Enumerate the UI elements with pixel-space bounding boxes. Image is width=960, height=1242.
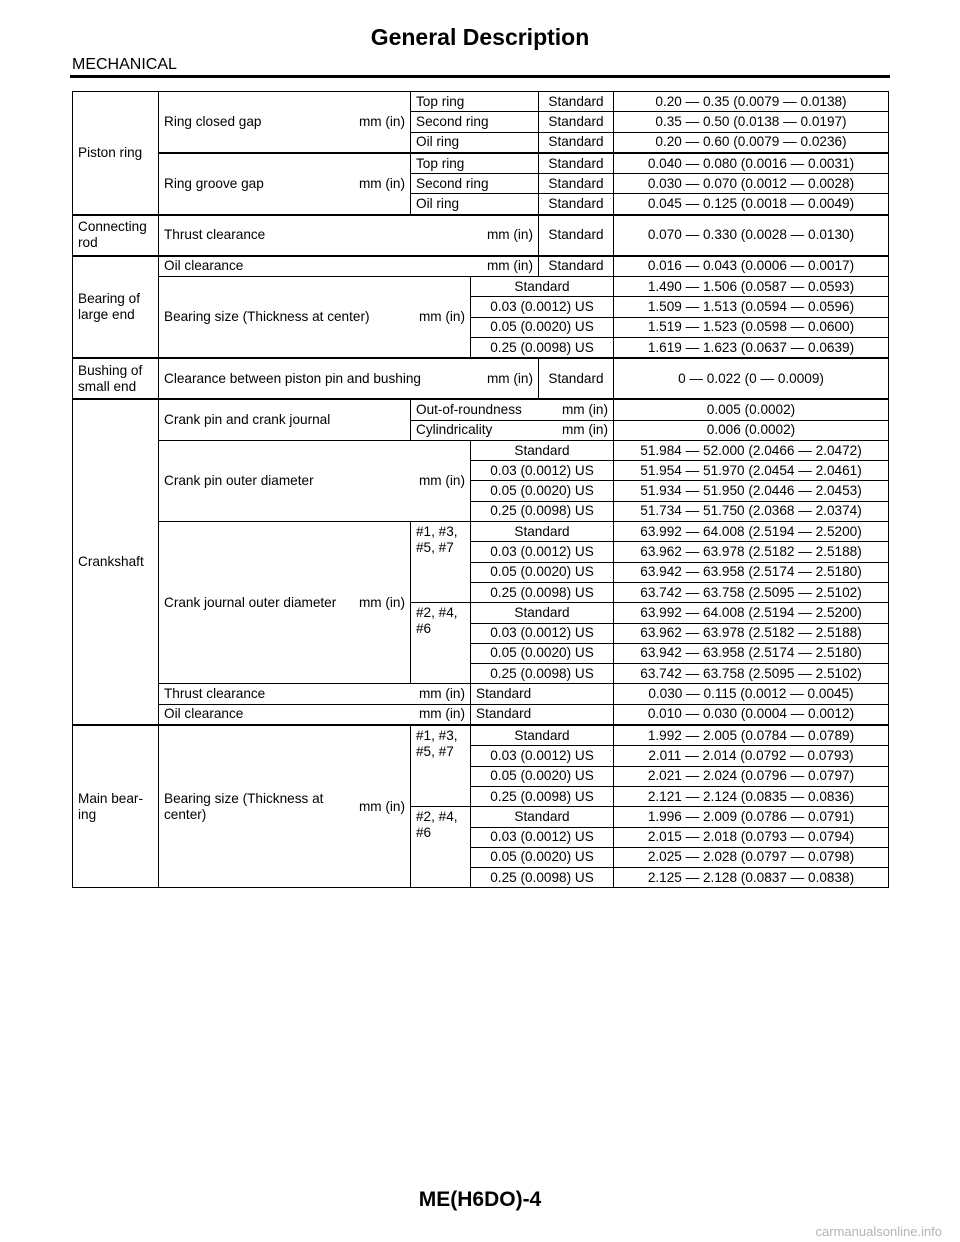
- unit-label: mm (in): [486, 370, 533, 386]
- size-label: Standard: [471, 277, 614, 297]
- category-piston-ring: Piston ring: [73, 92, 159, 215]
- spec-value: 0.030 — 0.115 (0.0012 — 0.0045): [614, 684, 889, 704]
- spec-value: 0.20 — 0.60 (0.0079 — 0.0236): [614, 132, 889, 153]
- spec-value: 63.962 — 63.978 (2.5182 — 2.5188): [614, 623, 889, 643]
- size-label: 0.25 (0.0098) US: [471, 501, 614, 521]
- crank-journal-od-cell: [159, 522, 411, 684]
- unit-label: mm (in): [418, 706, 465, 722]
- bearing-group-label: [411, 807, 471, 888]
- standard-label: Standard: [471, 704, 614, 725]
- size-label: 0.05 (0.0020) US: [471, 481, 614, 501]
- spec-value: 2.015 — 2.018 (0.0793 — 0.0794): [614, 827, 889, 847]
- unit-label: mm (in): [561, 422, 608, 438]
- size-label: 0.03 (0.0012) US: [471, 461, 614, 481]
- unit-label: mm (in): [486, 227, 533, 243]
- item-name: Ring closed gap: [164, 113, 262, 129]
- spec-value: 51.954 — 51.970 (2.0454 — 2.0461): [614, 461, 889, 481]
- standard-label: Standard: [539, 112, 614, 132]
- spec-value: 1.519 — 1.523 (0.0598 — 0.0600): [614, 317, 889, 337]
- measure-cell: [411, 420, 614, 440]
- category-bearing-large-end: Bearing of large end: [73, 256, 159, 358]
- spec-value: 0.030 — 0.070 (0.0012 — 0.0028): [614, 174, 889, 194]
- spec-value: 0.070 — 0.330 (0.0028 — 0.0130): [614, 215, 889, 256]
- journal-group-label: [411, 603, 471, 684]
- item-name: Oil clearance: [164, 258, 244, 274]
- crank-pin-journal-cell: Crank pin and crank journal: [159, 399, 411, 440]
- table-row: [73, 522, 889, 542]
- ring-type: Second ring: [411, 112, 539, 132]
- page-number: ME(H6DO)-4: [418, 1188, 542, 1211]
- spec-value: 63.992 — 64.008 (2.5194 — 2.5200): [614, 522, 889, 542]
- category-main-bearing: Main bear- ing: [73, 725, 159, 888]
- group-label: #2, #4, #6: [416, 809, 458, 841]
- item-name: Bearing size (Thickness at center): [164, 790, 324, 822]
- spec-value: 51.934 — 51.950 (2.0446 — 2.0453): [614, 481, 889, 501]
- ring-type: Oil ring: [411, 194, 539, 215]
- item-name: Crank pin outer diameter: [164, 472, 314, 488]
- size-label: Standard: [471, 440, 614, 460]
- unit-label: mm (in): [358, 594, 405, 610]
- category-crankshaft: Crankshaft: [73, 399, 159, 725]
- table-row: [73, 92, 889, 112]
- standard-label: Standard: [539, 194, 614, 215]
- section-label: MECHANICAL: [72, 56, 177, 73]
- item-name: Thrust clearance: [164, 686, 266, 702]
- item-name: Oil clearance: [164, 706, 244, 722]
- size-label: 0.25 (0.0098) US: [471, 868, 614, 888]
- spec-value: 63.742 — 63.758 (2.5095 — 2.5102): [614, 582, 889, 602]
- size-label: 0.25 (0.0098) US: [471, 786, 614, 806]
- spec-value: 0.20 — 0.35 (0.0079 — 0.0138): [614, 92, 889, 112]
- size-label: 0.25 (0.0098) US: [471, 582, 614, 602]
- crank-oil-clearance-cell: [159, 704, 471, 725]
- table-row: [73, 725, 889, 746]
- size-label: 0.03 (0.0012) US: [471, 746, 614, 766]
- table-row: [73, 704, 889, 725]
- size-label: Standard: [471, 603, 614, 623]
- size-label: 0.25 (0.0098) US: [471, 664, 614, 684]
- ring-groove-gap-cell: [159, 153, 411, 215]
- standard-label: Standard: [539, 153, 614, 174]
- standard-label: Standard: [471, 684, 614, 704]
- item-name: Thrust clearance: [164, 227, 266, 243]
- unit-label: mm (in): [358, 113, 405, 129]
- spec-value: 1.490 — 1.506 (0.0587 — 0.0593): [614, 277, 889, 297]
- main-bearing-size-cell: [159, 725, 411, 888]
- size-label: Standard: [471, 807, 614, 827]
- item-name: Out-of-roundness: [416, 401, 522, 417]
- spec-value: 63.962 — 63.978 (2.5182 — 2.5188): [614, 542, 889, 562]
- item-name: Bearing size (Thickness at center): [164, 309, 370, 325]
- size-label: 0.03 (0.0012) US: [471, 623, 614, 643]
- group-label: #1, #3, #5, #7: [416, 728, 458, 760]
- header-rule: [70, 75, 890, 78]
- item-name: Cylindricality: [416, 422, 493, 438]
- spec-value: 63.942 — 63.958 (2.5174 — 2.5180): [614, 643, 889, 663]
- oil-clearance-cell: [159, 256, 539, 277]
- spec-value: 0.35 — 0.50 (0.0138 — 0.0197): [614, 112, 889, 132]
- spec-value: 0.045 — 0.125 (0.0018 — 0.0049): [614, 194, 889, 215]
- table-row: [73, 256, 889, 277]
- item-name: Clearance between piston pin and bushing: [164, 370, 421, 386]
- spec-value: 0.010 — 0.030 (0.0004 — 0.0012): [614, 704, 889, 725]
- spec-value: 0.016 — 0.043 (0.0006 — 0.0017): [614, 256, 889, 277]
- thrust-clearance-cell: [159, 215, 539, 256]
- unit-label: mm (in): [358, 798, 405, 814]
- spec-value: 63.942 — 63.958 (2.5174 — 2.5180): [614, 562, 889, 582]
- crank-thrust-cell: [159, 684, 471, 704]
- spec-value: 0 — 0.022 (0 — 0.0009): [614, 358, 889, 399]
- item-name: Crank journal outer diameter: [164, 594, 337, 610]
- table-row: [73, 684, 889, 704]
- size-label: 0.03 (0.0012) US: [471, 297, 614, 317]
- ring-type: Second ring: [411, 174, 539, 194]
- unit-label: mm (in): [418, 686, 465, 702]
- unit-label: mm (in): [418, 472, 465, 488]
- size-label: 0.05 (0.0020) US: [471, 847, 614, 867]
- unit-label: mm (in): [358, 175, 405, 191]
- table-row: [73, 153, 889, 174]
- standard-label: Standard: [539, 256, 614, 277]
- size-label: 0.03 (0.0012) US: [471, 542, 614, 562]
- ring-type: Top ring: [411, 92, 539, 112]
- spec-value: 2.121 — 2.124 (0.0835 — 0.0836): [614, 786, 889, 806]
- crank-pin-od-cell: [159, 440, 471, 521]
- spec-value: 63.992 — 64.008 (2.5194 — 2.5200): [614, 603, 889, 623]
- size-label: 0.25 (0.0098) US: [471, 337, 614, 358]
- standard-label: Standard: [539, 174, 614, 194]
- group-label: #1, #3, #5, #7: [416, 524, 458, 556]
- standard-label: Standard: [539, 132, 614, 153]
- spec-value: 0.040 — 0.080 (0.0016 — 0.0031): [614, 153, 889, 174]
- size-label: Standard: [471, 522, 614, 542]
- spec-value: 51.984 — 52.000 (2.0466 — 2.0472): [614, 440, 889, 460]
- spec-value: 1.992 — 2.005 (0.0784 — 0.0789): [614, 725, 889, 746]
- size-label: Standard: [471, 725, 614, 746]
- page-title: General Description: [370, 24, 590, 50]
- spec-value: 0.005 (0.0002): [614, 399, 889, 420]
- spec-value: 51.734 — 51.750 (2.0368 — 2.0374): [614, 501, 889, 521]
- ring-closed-gap-cell: [159, 92, 411, 153]
- size-label: 0.05 (0.0020) US: [471, 643, 614, 663]
- table-row: [73, 399, 889, 420]
- standard-label: Standard: [539, 358, 614, 399]
- ring-type: Oil ring: [411, 132, 539, 153]
- ring-type: Top ring: [411, 153, 539, 174]
- spec-value: 0.006 (0.0002): [614, 420, 889, 440]
- unit-label: mm (in): [561, 401, 608, 417]
- spec-value: 2.125 — 2.128 (0.0837 — 0.0838): [614, 868, 889, 888]
- table-row: [73, 215, 889, 256]
- item-name: Ring groove gap: [164, 175, 264, 191]
- size-label: 0.05 (0.0020) US: [471, 766, 614, 786]
- spec-value: 63.742 — 63.758 (2.5095 — 2.5102): [614, 664, 889, 684]
- category-connecting-rod: Connecting rod: [73, 215, 159, 256]
- size-label: 0.03 (0.0012) US: [471, 827, 614, 847]
- spec-value: 2.025 — 2.028 (0.0797 — 0.0798): [614, 847, 889, 867]
- spec-value: 1.619 — 1.623 (0.0637 — 0.0639): [614, 337, 889, 358]
- measure-cell: [411, 399, 614, 420]
- table-row: [73, 277, 889, 297]
- unit-label: mm (in): [418, 309, 465, 325]
- journal-group-label: [411, 522, 471, 603]
- bushing-clearance-cell: [159, 358, 539, 399]
- unit-label: mm (in): [486, 258, 533, 274]
- standard-label: Standard: [539, 215, 614, 256]
- group-label: #2, #4, #6: [416, 605, 458, 637]
- size-label: 0.05 (0.0020) US: [471, 562, 614, 582]
- spec-value: 2.021 — 2.024 (0.0796 — 0.0797): [614, 766, 889, 786]
- standard-label: Standard: [539, 92, 614, 112]
- bearing-size-cell: [159, 277, 471, 359]
- table-row: [73, 440, 889, 460]
- category-bushing-small-end: Bushing of small end: [73, 358, 159, 399]
- spec-value: 1.996 — 2.009 (0.0786 — 0.0791): [614, 807, 889, 827]
- watermark: carmanualsonline.info: [815, 1224, 942, 1239]
- bearing-group-label: [411, 725, 471, 807]
- spec-value: 1.509 — 1.513 (0.0594 — 0.0596): [614, 297, 889, 317]
- spec-value: 2.011 — 2.014 (0.0792 — 0.0793): [614, 746, 889, 766]
- spec-table: [72, 91, 889, 888]
- size-label: 0.05 (0.0020) US: [471, 317, 614, 337]
- table-row: [73, 358, 889, 399]
